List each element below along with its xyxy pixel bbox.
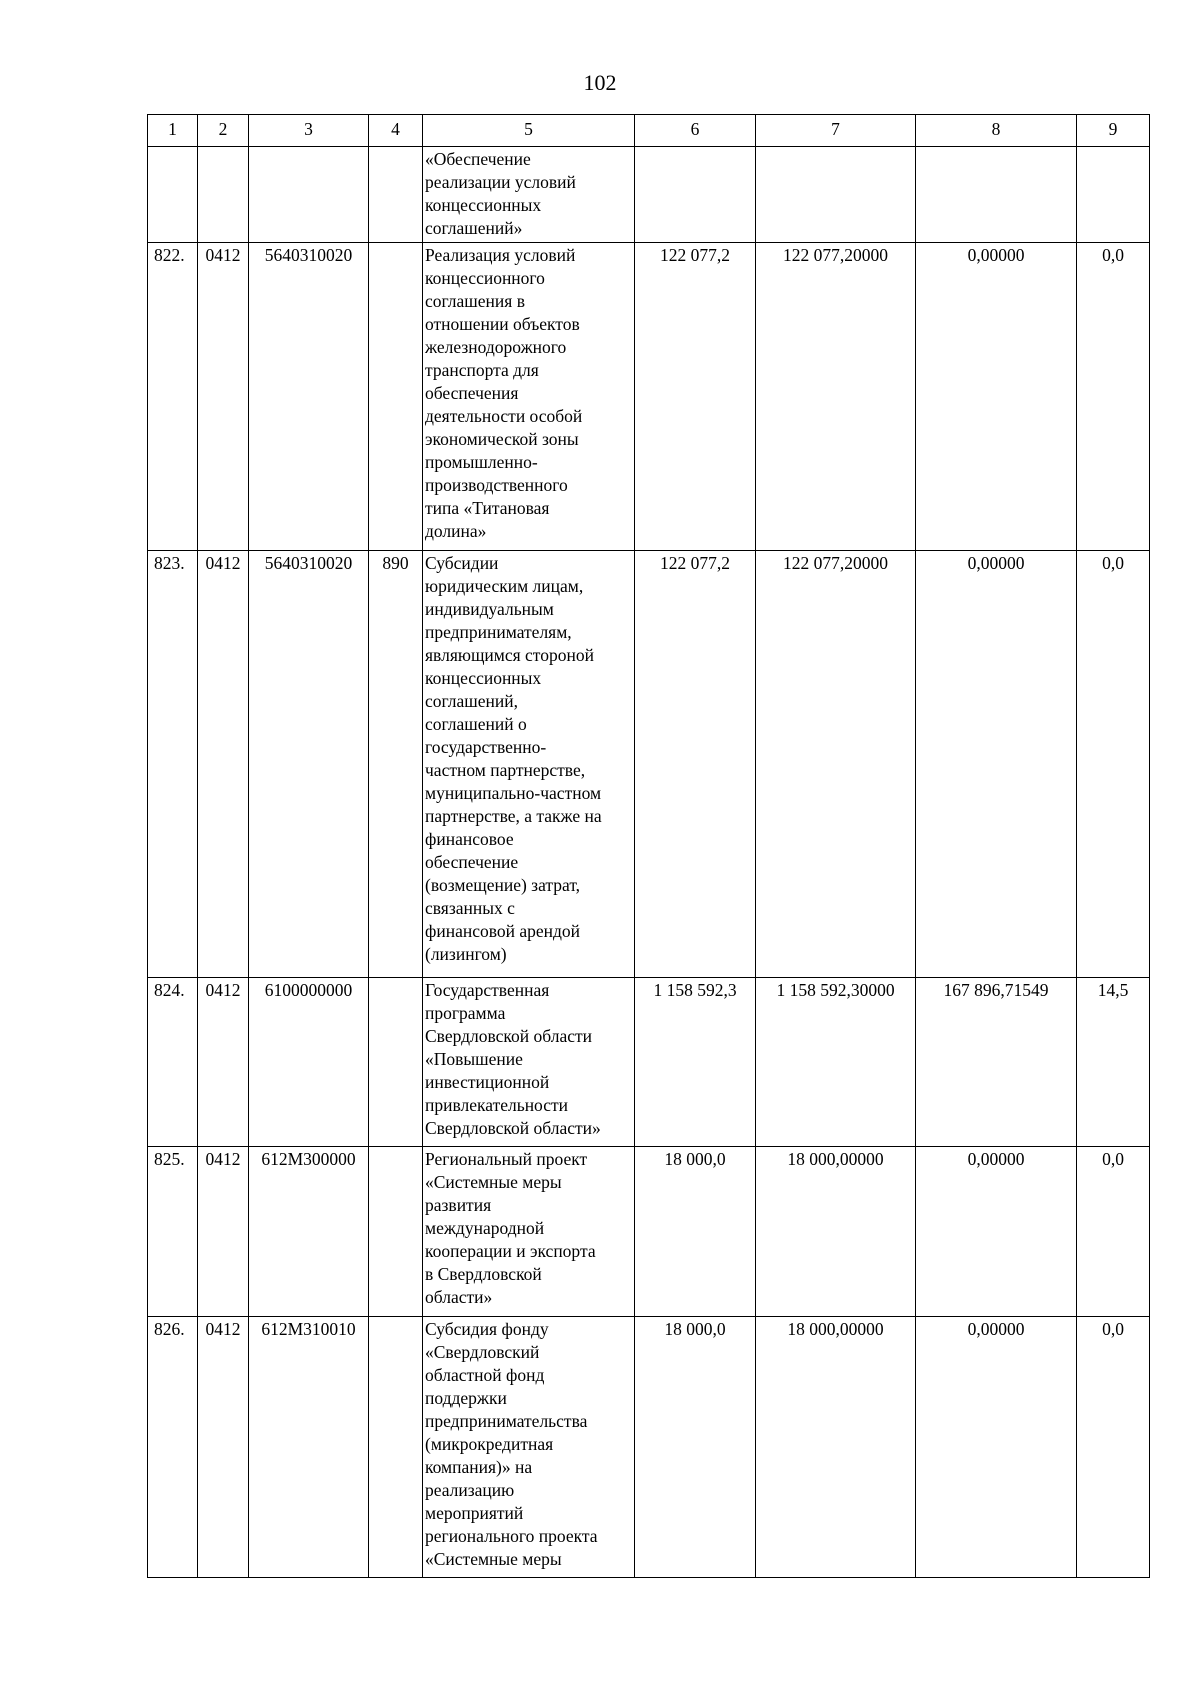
approved-amount-cell: 122 077,20000: [756, 551, 916, 978]
item-name-line: отношении объектов: [425, 314, 580, 334]
planned-amount-cell: 18 000,0: [635, 1317, 756, 1578]
target-article-cell: [249, 147, 369, 243]
item-name-line: Свердловской области»: [425, 1118, 601, 1138]
executed-amount-cell: 167 896,71549: [916, 978, 1077, 1147]
table-row: [148, 147, 1150, 243]
item-name-line: мероприятий: [425, 1503, 524, 1523]
row-number-cell: 822.: [148, 243, 198, 551]
executed-amount-cell: 0,00000: [916, 551, 1077, 978]
section-code-cell: 0412: [198, 243, 249, 551]
header-cell: 5: [423, 115, 635, 147]
item-name-line: соглашений о: [425, 714, 527, 734]
item-name-line: «Обеспечение: [425, 149, 531, 169]
planned-amount-cell: 1 158 592,3: [635, 978, 756, 1147]
item-name-line: (возмещение) затрат,: [425, 875, 581, 895]
header-cell: 9: [1077, 115, 1150, 147]
header-cell: 1: [148, 115, 198, 147]
executed-amount-cell: [916, 147, 1077, 243]
item-name-line: компания)» на: [425, 1457, 533, 1477]
execution-percent-cell: [1077, 147, 1150, 243]
approved-amount-cell: 18 000,00000: [756, 1147, 916, 1317]
execution-percent-cell: 14,5: [1077, 978, 1150, 1147]
item-name-line: Субсидия фонду: [425, 1319, 549, 1339]
item-name-line: государственно-: [425, 737, 547, 757]
expense-type-cell: [369, 1147, 423, 1317]
row-number-cell: 824.: [148, 978, 198, 1147]
planned-amount-cell: [635, 147, 756, 243]
item-name-line: в Свердловской: [425, 1264, 542, 1284]
table-row: [148, 551, 1150, 978]
header-cell: 7: [756, 115, 916, 147]
item-name-line: Государственная: [425, 980, 550, 1000]
table-header-row: [148, 115, 1150, 147]
executed-amount-cell: 0,00000: [916, 1147, 1077, 1317]
item-name-cell: [423, 978, 635, 1147]
item-name-line: транспорта для: [425, 360, 539, 380]
execution-percent-cell: 0,0: [1077, 1147, 1150, 1317]
section-code-cell: 0412: [198, 1317, 249, 1578]
item-name-line: реализации условий: [425, 172, 576, 192]
table-row: [148, 243, 1150, 551]
item-name-line: деятельности особой: [425, 406, 583, 426]
row-number-cell: 826.: [148, 1317, 198, 1578]
item-name-line: концессионных: [425, 195, 542, 215]
item-name-cell: [423, 243, 635, 551]
execution-percent-cell: 0,0: [1077, 551, 1150, 978]
target-article-cell: 5640310020: [249, 551, 369, 978]
item-name-line: промышленно-: [425, 452, 538, 472]
item-name-line: частном партнерстве,: [425, 760, 586, 780]
item-name-line: партнерстве, а также на: [425, 806, 602, 826]
item-name-cell: [423, 551, 635, 978]
item-name-line: «Повышение: [425, 1049, 523, 1069]
expense-type-cell: 890: [369, 551, 423, 978]
target-article-cell: 5640310020: [249, 243, 369, 551]
item-name-cell: [423, 1147, 635, 1317]
page-number: 102: [583, 70, 617, 95]
item-name-line: международной: [425, 1218, 545, 1238]
expense-type-cell: [369, 147, 423, 243]
row-number-cell: 823.: [148, 551, 198, 978]
item-name-line: соглашений»: [425, 218, 523, 238]
item-name-line: производственного: [425, 475, 568, 495]
item-name-line: области»: [425, 1287, 493, 1307]
target-article-cell: 612M300000: [249, 1147, 369, 1317]
item-name-line: типа «Титановая: [425, 498, 550, 518]
item-name-line: реализацию: [425, 1480, 515, 1500]
approved-amount-cell: [756, 147, 916, 243]
execution-percent-cell: 0,0: [1077, 243, 1150, 551]
item-name-line: предпринимателям,: [425, 622, 572, 642]
item-name-line: соглашения в: [425, 291, 525, 311]
item-name-line: Свердловской области: [425, 1026, 593, 1046]
item-name-line: финансовое: [425, 829, 514, 849]
header-cell: 2: [198, 115, 249, 147]
header-cell: 4: [369, 115, 423, 147]
executed-amount-cell: 0,00000: [916, 1317, 1077, 1578]
item-name-cell: [423, 1317, 635, 1578]
item-name-line: концессионного: [425, 268, 545, 288]
header-cell: 3: [249, 115, 369, 147]
approved-amount-cell: 122 077,20000: [756, 243, 916, 551]
item-name-line: концессионных: [425, 668, 542, 688]
target-article-cell: 612M310010: [249, 1317, 369, 1578]
section-code-cell: [198, 147, 249, 243]
item-name-line: индивидуальным: [425, 599, 554, 619]
item-name-line: «Системные меры: [425, 1549, 562, 1569]
item-name-line: железнодорожного: [425, 337, 567, 357]
item-name-line: (лизингом): [425, 944, 507, 964]
item-name-line: Субсидии: [425, 553, 499, 573]
section-code-cell: 0412: [198, 1147, 249, 1317]
item-name-line: обеспечение: [425, 852, 519, 872]
expense-type-cell: [369, 1317, 423, 1578]
item-name-line: инвестиционной: [425, 1072, 550, 1092]
item-name-line: финансовой арендой: [425, 921, 581, 941]
item-name-line: юридическим лицам,: [425, 576, 584, 596]
item-name-line: муниципально-частном: [425, 783, 602, 803]
table-row: [148, 1317, 1150, 1578]
item-name-line: связанных с: [425, 898, 515, 918]
item-name-line: «Свердловский: [425, 1342, 540, 1362]
item-name-line: экономической зоны: [425, 429, 579, 449]
header-cell: 6: [635, 115, 756, 147]
item-name-line: Региональный проект: [425, 1149, 588, 1169]
table-row: [148, 1147, 1150, 1317]
item-name-line: программа: [425, 1003, 506, 1023]
executed-amount-cell: 0,00000: [916, 243, 1077, 551]
item-name-line: кооперации и экспорта: [425, 1241, 596, 1261]
execution-percent-cell: 0,0: [1077, 1317, 1150, 1578]
item-name-line: являющимся стороной: [425, 645, 594, 665]
expense-type-cell: [369, 978, 423, 1147]
item-name-line: поддержки: [425, 1388, 507, 1408]
planned-amount-cell: 122 077,2: [635, 243, 756, 551]
item-name-line: «Системные меры: [425, 1172, 562, 1192]
item-name-line: Реализация условий: [425, 245, 576, 265]
budget-table: [147, 114, 1150, 1578]
item-name-cell: [423, 147, 635, 243]
target-article-cell: 6100000000: [249, 978, 369, 1147]
table-row: [148, 978, 1150, 1147]
item-name-line: обеспечения: [425, 383, 519, 403]
approved-amount-cell: 1 158 592,30000: [756, 978, 916, 1147]
item-name-line: предпринимательства: [425, 1411, 588, 1431]
row-number-cell: 825.: [148, 1147, 198, 1317]
item-name-line: регионального проекта: [425, 1526, 598, 1546]
section-code-cell: 0412: [198, 551, 249, 978]
item-name-line: привлекательности: [425, 1095, 569, 1115]
expense-type-cell: [369, 243, 423, 551]
planned-amount-cell: 122 077,2: [635, 551, 756, 978]
approved-amount-cell: 18 000,00000: [756, 1317, 916, 1578]
item-name-line: областной фонд: [425, 1365, 545, 1385]
row-number-cell: [148, 147, 198, 243]
header-cell: 8: [916, 115, 1077, 147]
item-name-line: соглашений,: [425, 691, 519, 711]
item-name-line: долина»: [425, 521, 487, 541]
section-code-cell: 0412: [198, 978, 249, 1147]
item-name-line: (микрокредитная: [425, 1434, 554, 1454]
planned-amount-cell: 18 000,0: [635, 1147, 756, 1317]
item-name-line: развития: [425, 1195, 492, 1215]
